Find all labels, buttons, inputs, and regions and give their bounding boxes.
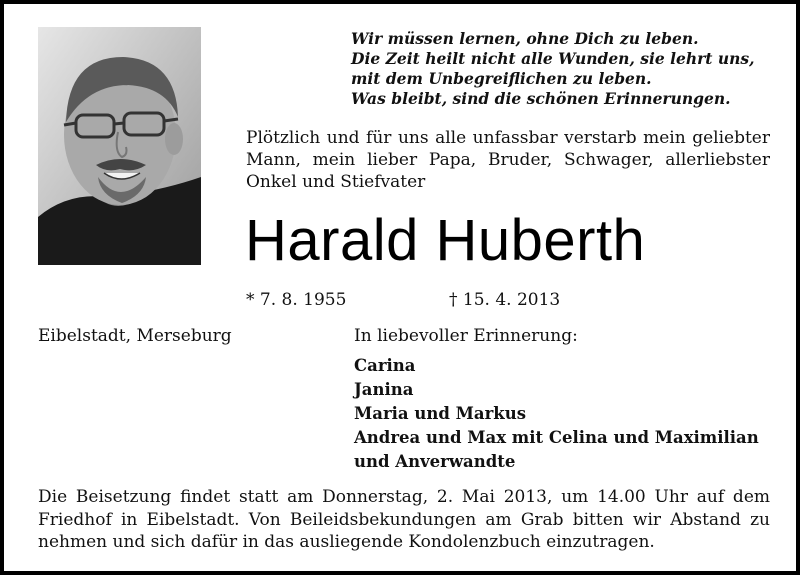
mourner-entry: Maria und Markus [354,404,526,423]
poem-line: mit dem Unbegreiflichen zu leben. [351,69,652,88]
places-of-residence: Eibelstadt, Merseburg [38,326,232,346]
death-announcement: Plötzlich und für uns alle unfassbar verstarb mein geliebter Mann, mein lieber Papa, Bruder, Schwager, allerliebster Onkel und Stiefvater [246,128,770,192]
death-date: † 15. 4. 2013 [449,290,561,310]
mourners-list [354,354,759,474]
portrait-photo [38,27,201,265]
mourner-entry: und Anverwandte [354,452,516,471]
poem-line: Die Zeit heilt nicht alle Wunden, sie lehrt uns, [351,49,755,68]
mourner-entry: Andrea und Max mit Celina und Maximilian [354,428,759,447]
poem-line: Was bleibt, sind die schönen Erinnerungen. [351,89,731,108]
memory-heading: In liebevoller Erinnerung: [354,326,578,346]
birth-date: * 7. 8. 1955 [246,290,347,310]
funeral-notice: Die Beisetzung findet statt am Donnerstag, 2. Mai 2013, um 14.00 Uhr auf dem Friedhof in Eibelstadt. Von Beileidsbekundungen am Grab bitten wir Abstand zu nehmen und sich dafür in das ausliegende Kondolenzbuch einzutragen. [38,487,770,552]
poem-line: Wir müssen lernen, ohne Dich zu leben. [351,29,699,48]
mourner-entry: Carina [354,356,416,375]
mourner-entry: Janina [354,380,414,399]
poem-verse [351,29,781,109]
deceased-name: Harald Huberth [245,208,646,273]
